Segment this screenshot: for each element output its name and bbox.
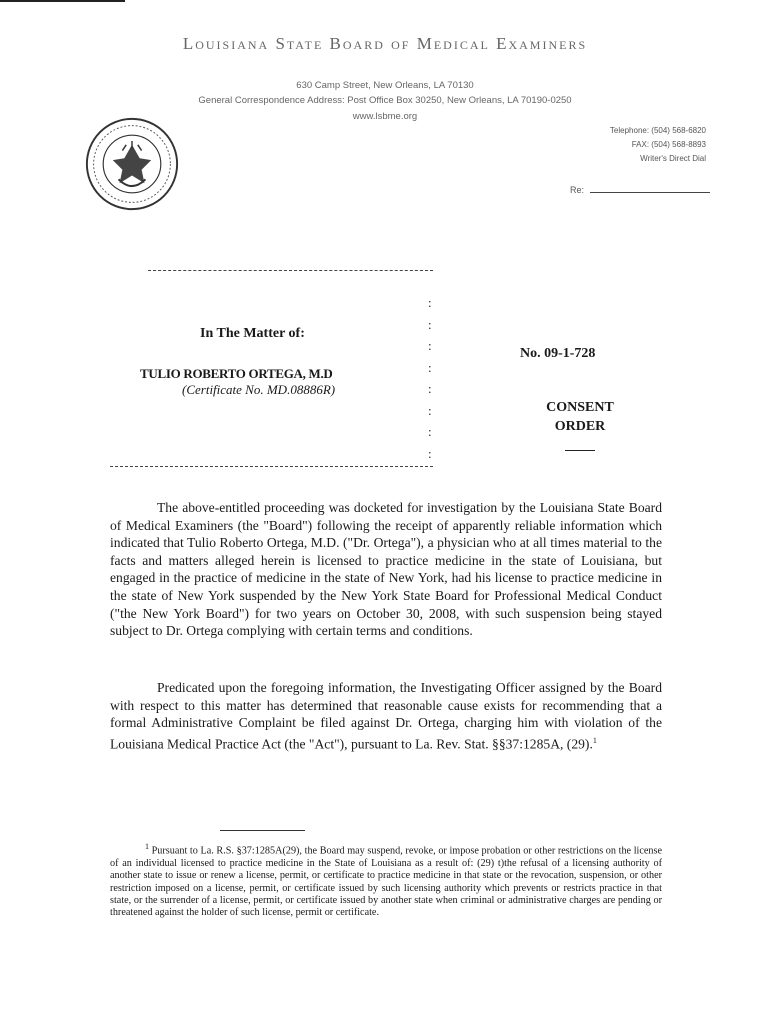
respondent-name: TULIO ROBERTO ORTEGA, M.D [140, 366, 333, 381]
caption-colon-column: : : : : : : : : [428, 295, 432, 461]
fax-number: FAX: (504) 568-8893 [631, 140, 706, 149]
footnote [110, 841, 662, 920]
re-label: Re: [570, 185, 585, 195]
document-type [520, 398, 640, 436]
top-edge-rule [0, 0, 125, 2]
re-blank [590, 184, 710, 193]
letterhead-title: Louisiana State Board of Medical Examiners [182, 34, 588, 53]
letterhead-address: 630 Camp Street, New Orleans, LA 70130 [296, 80, 474, 91]
body-paragraph-1: The above-entitled proceeding was docketed for investigation by the Louisiana State Board of Medical Examiners (the "Board") following the receipt of apparently reliable information which indicated that Tulio Roberto Ortega, M.D. ("Dr. Ortega"), a physician who at all times material to the facts and matters alleged herein is licensed to practice medicine in the state of Louisiana, but engaged in the practice of medicine in the state of New York, had his license to practice medicine in the state of New York suspended by the New York State Board for Professional Medical Conduct ("the New York Board") for two years on October 30, 2008, with such suspension being stayed subject to Dr. Ortega complying with certain terms and conditions. [110, 500, 662, 639]
docket-number: No. 09-1-728 [520, 346, 596, 361]
telephone-number: Telephone: (504) 568-6820 [609, 126, 706, 135]
caption-bottom-rule [110, 466, 433, 467]
letterhead-mailing-address: General Correspondence Address: Post Office Box 30250, New Orleans, LA 70190-0250 [198, 95, 572, 106]
in-the-matter-of: In The Matter of: [200, 326, 305, 341]
footnote-text: Pursuant to La. R.S. §37:1285A(29), the Board may suspend, revoke, or impose probation or other restrictions on the license of an individual licensed to practice medicine in the State of Louisiana as a result of: (29) t)the refusal of a licensing authority of another state to issue or renew a license, permit, or certificate to practice medicine in that state or the revocation, suspension, or other restriction imposed on a license, permit, or certificate issued by such licensing authority which prevents or restricts practice in that state, or the surrender of a license, permit, or certificate issued by another state when criminal or administrative charges are pending or threatened against the holder of such license, permit or certificate. [110, 845, 662, 919]
body-paragraph-2-text: Predicated upon the foregoing information, the Investigating Officer assigned by the Board with respect to this matter has determined that reasonable cause exists for recommending that a formal Administrative Complaint be filed against Dr. Ortega, charging him with violation of the Louisiana Medical Practice Act (the "Act"), pursuant to La. Rev. Stat. §§37:1285A, (29). [110, 680, 662, 752]
direct-dial-label: Writer's Direct Dial [640, 154, 706, 163]
body-paragraph-2 [110, 679, 662, 753]
document-type-line1: CONSENT [546, 400, 614, 415]
footnote-rule [220, 830, 305, 831]
letterhead-website: www.lsbme.org [352, 111, 418, 122]
re-line [570, 184, 710, 195]
document-type-rule [565, 450, 595, 451]
footnote-reference: 1 [592, 735, 597, 745]
document-type-line2: ORDER [554, 419, 606, 434]
state-seal-icon [84, 116, 180, 212]
caption-top-rule [148, 270, 433, 271]
certificate-number: (Certificate No. MD.08886R) [182, 382, 336, 397]
footnote-marker: 1 [145, 842, 149, 851]
